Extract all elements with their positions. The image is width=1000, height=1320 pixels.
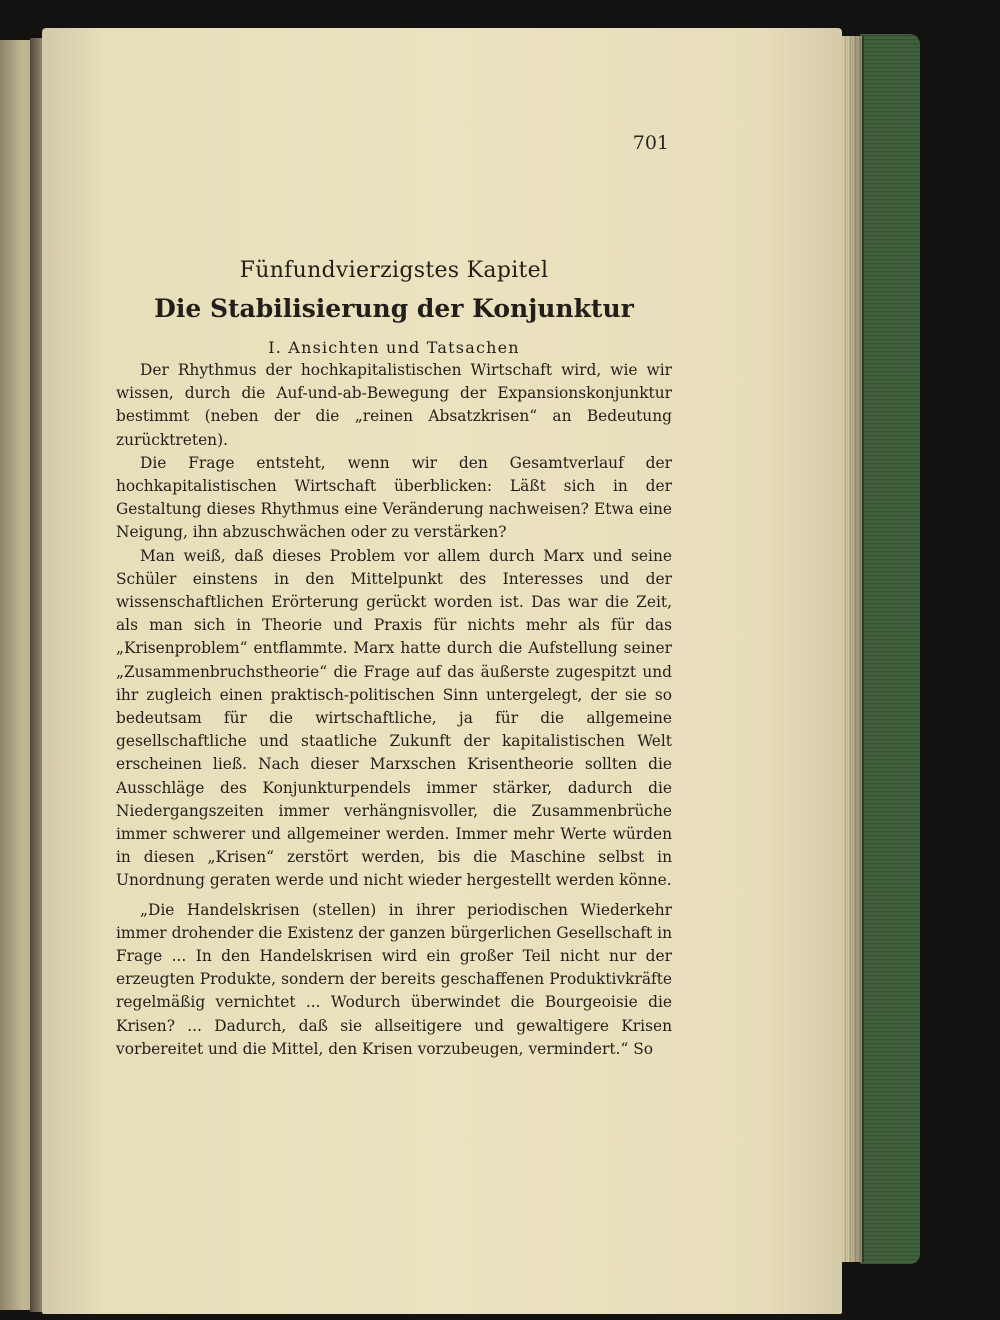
chapter-label: Fünfundvierzigstes Kapitel <box>239 258 549 283</box>
page-text-block <box>116 256 672 1061</box>
page-number: 701 <box>632 132 669 154</box>
page-shadow <box>846 36 864 1262</box>
paragraph-3: Man weiß, daß dieses Problem vor allem durch Marx und seine Schüler einstens in den Mittelpunkt des Interesses und der wissenschaftlichen Erörterung gerückt worden ist. Das war die Zeit, als man sich in Theorie und Praxis für nichts mehr als für das „Krisenproblem“ entflammte. Marx hatte durch die Aufstellung seiner „Zusammenbruchstheorie“ die Frage auf das äußerste zugespitzt und ihr zugleich einen praktisch-politischen Sinn untergelegt, der sie so bedeutsam für die wirtschaftliche, ja für die allgemeine gesellschaftliche und staatliche Zukunft der kapitalistischen Welt erscheinen ließ. Nach dieser Marxschen Krisentheorie sollten die Ausschläge des Konjunkturpendels immer stärker, dadurch die Niedergangszeiten immer verhängnisvoller, die Zusammenbrüche immer schwerer und allgemeiner werden. Immer mehr Werte würden in diesen „Krisen“ zerstört werden, bis die Maschine selbst in Unordnung geraten werde und nicht wieder hergestellt werden könne. <box>116 546 672 890</box>
section-heading: I. Ansichten und Tatsachen <box>268 338 520 357</box>
paragraph-1: Der Rhythmus der hochkapitalistischen Wirtschaft wird, wie wir wissen, durch die Auf-und-ab-Bewegung der Expansionskonjunktur bestimmt (neben der die „reinen Absatzkrisen“ an Bedeutung zurücktreten). <box>116 361 672 449</box>
chapter-title: Die Stabilisierung der Konjunktur <box>154 294 634 323</box>
book-cover-edge <box>860 34 920 1264</box>
paragraph-quote: „Die Handelskrisen (stellen) in ihrer periodischen Wiederkehr immer drohender die Existenz der ganzen bürgerlichen Gesellschaft in Frage ... In den Handelskrisen wird ein großer Teil nicht nur der erzeugten Produkte, sondern der bereits geschaffenen Produktivkräfte regelmäßig vernichtet ... Wodurch überwindet die Bourgeoisie die Krisen? ... Dadurch, daß sie allseitigere und gewaltigere Krisen vorbereitet und die Mittel, den Krisen vorzubeugen, vermindert.“ So <box>116 900 672 1058</box>
paragraph-2: Die Frage entsteht, wenn wir den Gesamtverlauf der hochkapitalistischen Wirtschaft überblicken: Läßt sich in der Gestaltung dieses Rhythmus eine Veränderung nachweisen? Etwa eine Neigung, ihn abzuschwächen oder zu verstärken? <box>116 453 672 542</box>
